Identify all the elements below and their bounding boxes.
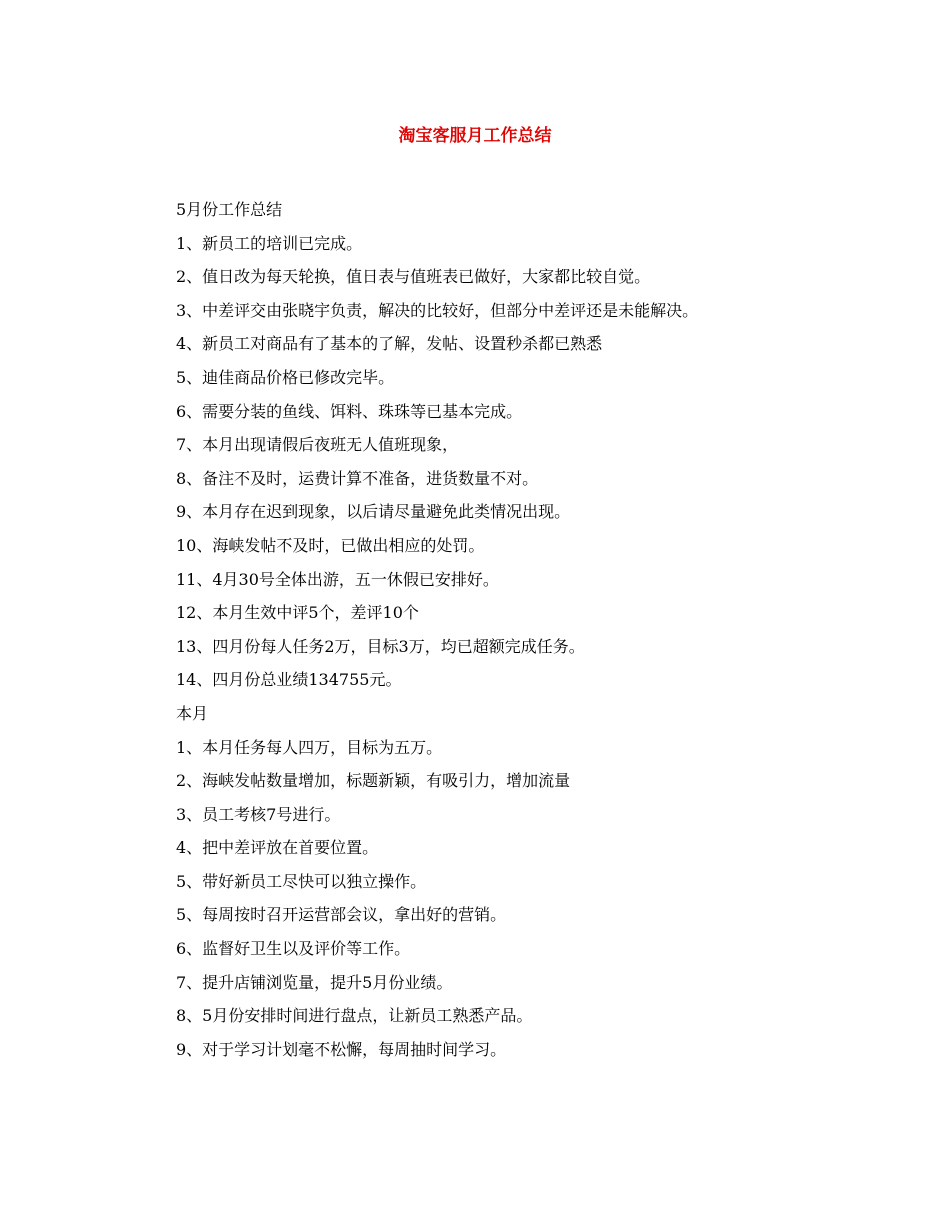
text-line: 1、新员工的培训已完成。: [176, 233, 363, 253]
text-line: 4、新员工对商品有了基本的了解，发帖、设置秒杀都已熟悉: [176, 334, 603, 354]
text-line: 6、需要分装的鱼线、饵料、珠珠等已基本完成。: [176, 401, 523, 421]
text-line: 8、5月份安排时间进行盘点，让新员工熟悉产品。: [176, 1006, 533, 1026]
text-line: 5、迪佳商品价格已修改完毕。: [176, 367, 395, 387]
text-line: 9、本月存在迟到现象，以后请尽量避免此类情况出现。: [176, 502, 571, 522]
text-line: 5、每周按时召开运营部会议，拿出好的营销。: [176, 905, 507, 925]
text-line: 7、提升店铺浏览量，提升5月份业绩。: [176, 972, 453, 992]
text-line: 2、值日改为每天轮换，值日表与值班表已做好，大家都比较自觉。: [176, 267, 651, 287]
text-line: 8、备注不及时，运费计算不准备，进货数量不对。: [176, 468, 539, 488]
text-line: 9、对于学习计划毫不松懈，每周抽时间学习。: [176, 1039, 507, 1059]
text-line: 3、中差评交由张晓宇负责，解决的比较好，但部分中差评还是未能解决。: [176, 300, 699, 320]
text-line: 7、本月出现请假后夜班无人值班现象，: [176, 435, 459, 455]
text-line: 1、本月任务每人四万，目标为五万。: [176, 737, 443, 757]
text-line: 4、把中差评放在首要位置。: [176, 838, 379, 858]
text-line: 13、四月份每人任务2万，目标3万，均已超额完成任务。: [176, 636, 585, 656]
text-line: 6、监督好卫生以及评价等工作。: [176, 939, 411, 959]
text-line: 11、4月30号全体出游，五一休假已安排好。: [176, 569, 499, 589]
text-line: 10、海峡发帖不及时，已做出相应的处罚。: [176, 535, 485, 555]
text-line: 14、四月份总业绩134755元。: [176, 670, 402, 690]
text-line: 2、海峡发帖数量增加，标题新颖，有吸引力，增加流量: [176, 771, 571, 791]
text-line: 12、本月生效中评5个，差评10个: [176, 603, 419, 623]
document-title: 淘宝客服月工作总结: [398, 126, 552, 146]
text-line: 本月: [176, 703, 209, 723]
text-line: 5月份工作总结: [176, 200, 283, 219]
text-line: 3、员工考核7号进行。: [176, 804, 341, 824]
text-line: 5、带好新员工尽快可以独立操作。: [176, 871, 427, 891]
document-body: [176, 193, 896, 1066]
